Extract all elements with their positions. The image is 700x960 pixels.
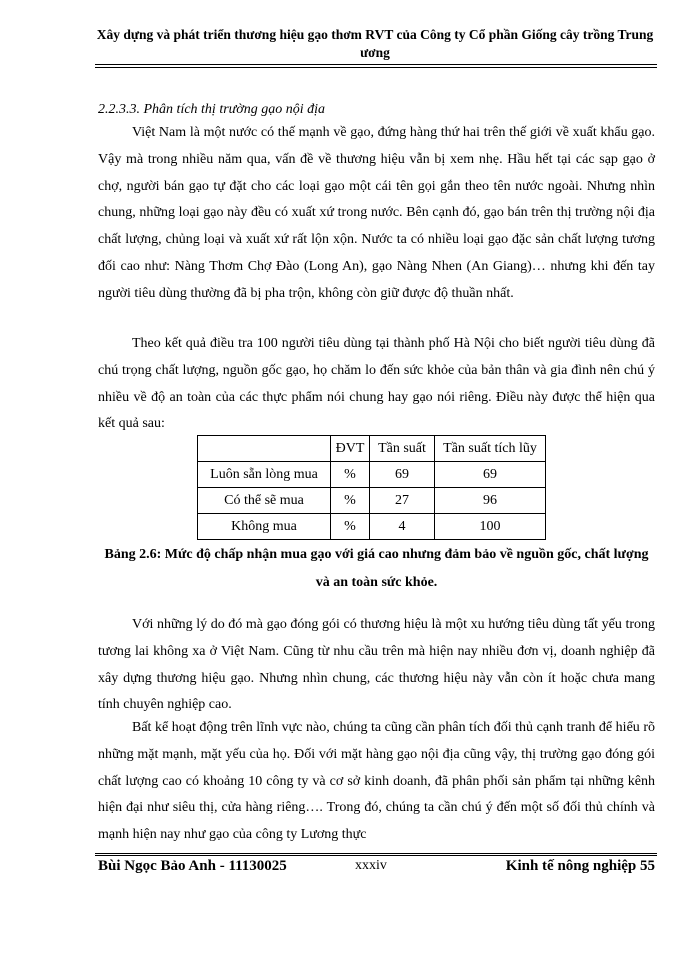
survey-table (197, 435, 546, 540)
footer-class: Kinh tế nông nghiệp 55 (505, 858, 655, 874)
header-rule-bottom (95, 67, 657, 68)
table-row (198, 462, 546, 488)
paragraph-4: Bất kể hoạt động trên lĩnh vực nào, chúng ta cũng cần phân tích đối thủ cạnh tranh để hiểu rõ những mặt mạnh, mặt yếu của họ. Đối với mặt hàng gạo nội địa cũng vậy, thị trường gạo đóng gói chất lượng cao có khoảng 10 công ty và cơ sở kinh doanh, đã phân phối sản phẩm tại những kênh hiện đại như siêu thị, cửa hàng riêng…. Trong đó, chúng ta cần chú ý đến một số đối thủ chính và mạnh hiện nay như gạo của công ty Lương thực (98, 720, 655, 843)
paragraph-2: Theo kết quả điều tra 100 người tiêu dùng tại thành phố Hà Nội cho biết người tiêu dùng đã chú trọng chất lượng, nguồn gốc gạo, họ chăm lo đến sức khỏe của bản thân và gia đình nên chú ý nhiều về độ an toàn của các thực phẩm nói chung hay gạo nói riêng. Điều này được thể hiện qua kết quả sau: (98, 336, 655, 432)
table-cell: Không mua (198, 514, 331, 540)
table-cell: 69 (435, 462, 546, 488)
page-number: xxxiv (355, 858, 387, 873)
table-cell: Luôn sẵn lòng mua (198, 462, 331, 488)
table-cell: 100 (435, 514, 546, 540)
table-caption: Bảng 2.6: Mức độ chấp nhận mua gạo với giá cao nhưng đảm bảo về nguồn gốc, chất lượng và an toàn sức khỏe. (104, 547, 649, 590)
table-header-cell: ĐVT (331, 436, 370, 462)
table-cell: 96 (435, 488, 546, 514)
paragraph-3: Với những lý do đó mà gạo đóng gói có thương hiệu là một xu hướng tiêu dùng tất yếu trong tương lai không xa ở Việt Nam. Cũng từ nhu cầu trên mà hiện nay nhiều đơn vị, doanh nghiệp đã xây dựng thương hiệu gạo. Nhưng nhìn chung, các thương hiệu này vẫn còn ít hoặc chưa mang tính chuyên nghiệp cao. (98, 617, 655, 713)
paragraph-1: Việt Nam là một nước có thế mạnh về gạo, đứng hàng thứ hai trên thế giới về xuất khẩu gạo. Vậy mà trong nhiều năm qua, vấn đề về thương hiệu vẫn bị xem nhẹ. Hầu hết tại các sạp gạo ở chợ, người bán gạo tự đặt cho các loại gạo một cái tên gọi gắn theo tên nước ngoài. Nhưng nhìn chung, những loại gạo này đều có xuất xứ trong nước. Bên cạnh đó, gạo bán trên thị trường nội địa chất lượng, chủng loại và xuất xứ rất lộn xộn. Nước ta có nhiều loại gạo đặc sản chất lượng tương đối cao như: Nàng Thơm Chợ Đào (Long An), gạo Nàng Nhen (An Giang)… nhưng khi đến tay người tiêu dùng thường đã bị pha trộn, không còn giữ được độ thuần nhất. (98, 125, 655, 301)
table-cell: Có thể sẽ mua (198, 488, 331, 514)
table-header-cell (198, 436, 331, 462)
section-heading: 2.2.3.3. Phân tích thị trường gạo nội địa (98, 102, 326, 117)
table-cell: % (331, 514, 370, 540)
table-header-row (198, 436, 546, 462)
table-cell: % (331, 462, 370, 488)
page-footer (98, 858, 655, 882)
footer-rule (95, 853, 657, 856)
table-cell: 4 (370, 514, 435, 540)
table-header-cell: Tần suất tích lũy (435, 436, 546, 462)
table-row (198, 514, 546, 540)
table-cell: % (331, 488, 370, 514)
table-header-cell: Tần suất (370, 436, 435, 462)
table-cell: 27 (370, 488, 435, 514)
footer-author: Bùi Ngọc Bảo Anh - 11130025 (98, 858, 287, 874)
table-row (198, 488, 546, 514)
running-header: Xây dựng và phát triển thương hiệu gạo thơm RVT của Công ty Cổ phần Giống cây trồng Trung ương (96, 27, 654, 60)
header-rule-top (95, 64, 657, 65)
table-cell: 69 (370, 462, 435, 488)
